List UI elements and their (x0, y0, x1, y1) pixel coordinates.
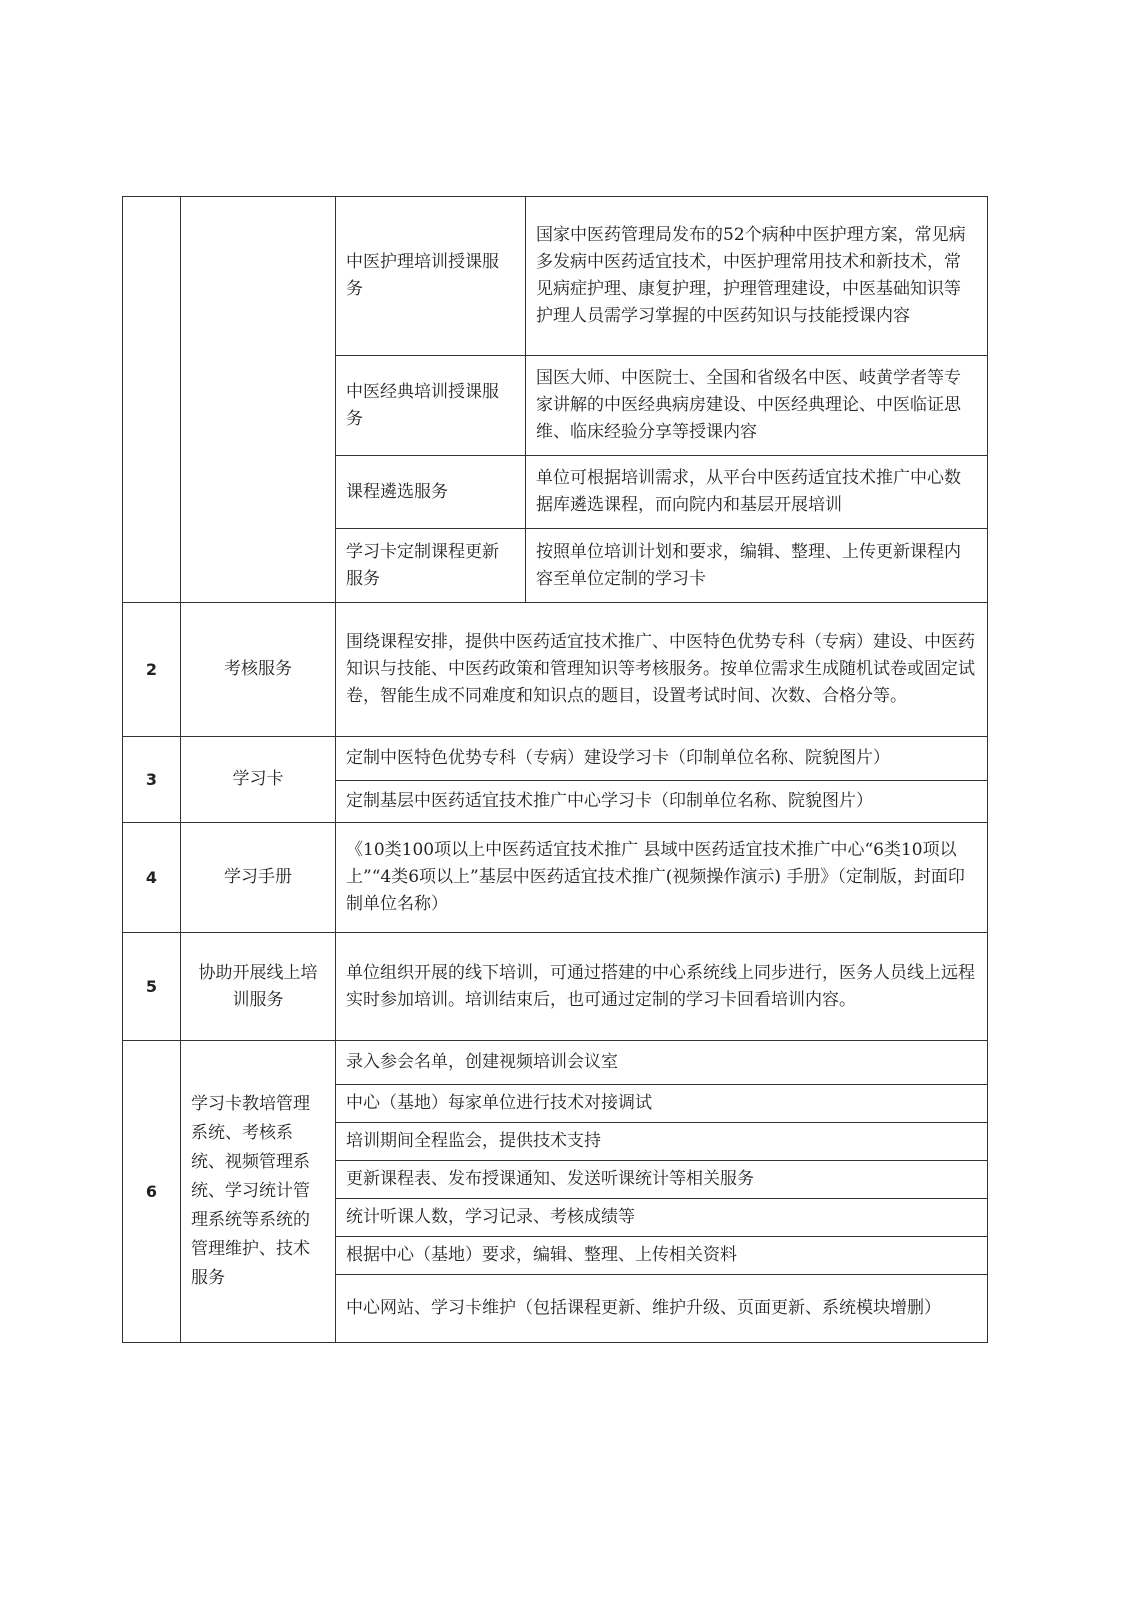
row-category-cell (181, 197, 336, 603)
row-item: 定制中医特色优势专科（专病）建设学习卡（印制单位名称、院貌图片） (336, 737, 988, 781)
service-description: 按照单位培训计划和要求，编辑、整理、上传更新课程内容至单位定制的学习卡 (526, 529, 988, 603)
row-description: 《10类100项以上中医药适宜技术推广 县域中医药适宜技术推广中心“6类10项以上”“4类6项以上”基层中医药适宜技术推广(视频操作演示) 手册》（定制版，封面印制单位名称） (336, 823, 988, 933)
table-row (123, 197, 988, 356)
row-category: 学习卡 (181, 737, 336, 823)
row-item: 更新课程表、发布授课通知、发送听课统计等相关服务 (336, 1161, 988, 1199)
row-category: 考核服务 (181, 603, 336, 737)
row-category: 学习手册 (181, 823, 336, 933)
service-name: 中医经典培训授课服务 (336, 356, 526, 456)
service-description: 国医大师、中医院士、全国和省级名中医、岐黄学者等专家讲解的中医经典病房建设、中医经典理论、中医临证思维、临床经验分享等授课内容 (526, 356, 988, 456)
row-number: 2 (123, 603, 181, 737)
row-number: 6 (123, 1041, 181, 1343)
services-table (122, 196, 988, 1343)
row-number-cell (123, 197, 181, 603)
table-row (123, 1041, 988, 1085)
row-item: 中心（基地）每家单位进行技术对接调试 (336, 1085, 988, 1123)
row-number: 5 (123, 933, 181, 1041)
row-item: 录入参会名单，创建视频培训会议室 (336, 1041, 988, 1085)
service-name: 学习卡定制课程更新服务 (336, 529, 526, 603)
row-category: 学习卡教培管理系统、考核系统、视频管理系统、学习统计管理系统等系统的管理维护、技术服务 (181, 1041, 336, 1343)
row-number: 4 (123, 823, 181, 933)
row-item: 根据中心（基地）要求，编辑、整理、上传相关资料 (336, 1237, 988, 1275)
row-number: 3 (123, 737, 181, 823)
row-description: 围绕课程安排，提供中医药适宜技术推广、中医特色优势专科（专病）建设、中医药知识与技能、中医药政策和管理知识等考核服务。按单位需求生成随机试卷或固定试卷，智能生成不同难度和知识点的题目，设置考试时间、次数、合格分等。 (336, 603, 988, 737)
row-item: 统计听课人数，学习记录、考核成绩等 (336, 1199, 988, 1237)
row-category: 协助开展线上培训服务 (181, 933, 336, 1041)
table-row (123, 603, 988, 737)
service-name: 中医护理培训授课服务 (336, 197, 526, 356)
service-description: 国家中医药管理局发布的52个病种中医护理方案，常见病多发病中医药适宜技术，中医护理常用技术和新技术，常见病症护理、康复护理，护理管理建设，中医基础知识等护理人员需学习掌握的中医药知识与技能授课内容 (526, 197, 988, 356)
row-description: 单位组织开展的线下培训，可通过搭建的中心系统线上同步进行，医务人员线上远程实时参加培训。培训结束后，也可通过定制的学习卡回看培训内容。 (336, 933, 988, 1041)
table-row (123, 737, 988, 781)
service-description: 单位可根据培训需求，从平台中医药适宜技术推广中心数据库遴选课程，而向院内和基层开展培训 (526, 456, 988, 529)
table-row (123, 933, 988, 1041)
row-item: 定制基层中医药适宜技术推广中心学习卡（印制单位名称、院貌图片） (336, 781, 988, 823)
row-item: 培训期间全程监会，提供技术支持 (336, 1123, 988, 1161)
service-name: 课程遴选服务 (336, 456, 526, 529)
row-item: 中心网站、学习卡维护（包括课程更新、维护升级、页面更新、系统模块增删） (336, 1275, 988, 1343)
table-row (123, 823, 988, 933)
